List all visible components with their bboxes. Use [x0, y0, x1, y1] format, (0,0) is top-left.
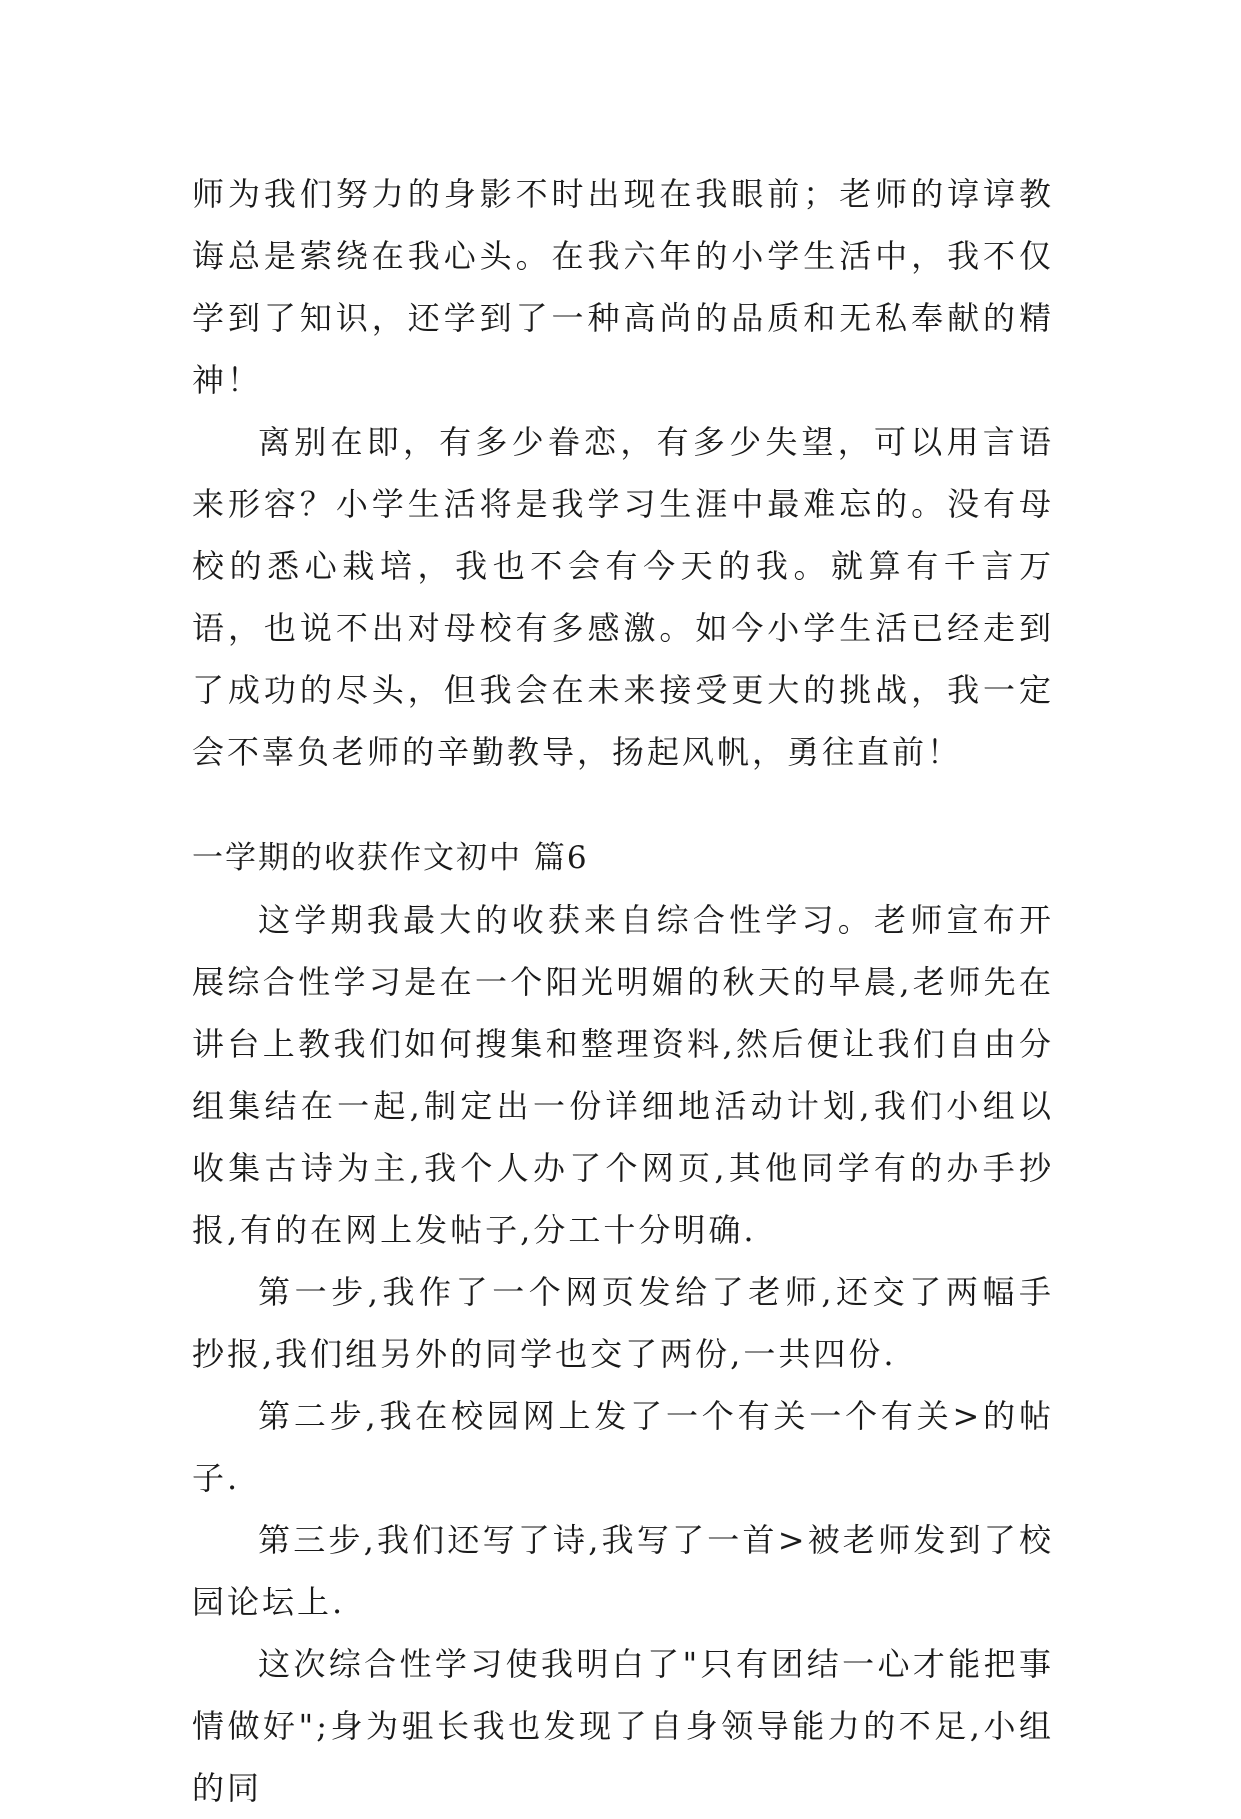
paragraph-farewell: 离别在即，有多少眷恋，有多少失望，可以用言语来形容？小学生活将是我学习生涯中最难忘的。没有母校的悉心栽培，我也不会有今天的我。就算有千言万语，也说不出对母校有多感激。如今小学生活已经走到了成功的尽头，但我会在未来接受更大的挑战，我一定会不辜负老师的辛勤教导，扬起风帆，勇往直前！	[192, 423, 1054, 771]
paragraph-step-two: 第二步,我在校园网上发了一个有关一个有关>的帖子.	[192, 1397, 1054, 1497]
paragraph-reflection: 这次综合性学习使我明白了"只有团结一心才能把事情做好";身为驵长我也发现了自身领导能力的不足,小组的同	[192, 1645, 1054, 1807]
document-page	[192, 163, 1054, 1819]
paragraph-intro: 这学期我最大的收获来自综合性学习。老师宣布开展综合性学习是在一个阳光明媚的秋天的早晨,老师先在讲台上教我们如何搜集和整理资料,然后便让我们自由分组集结在一起,制定出一份详细地活动计划,我们小组以收集古诗为主,我个人办了个网页,其他同学有的办手抄报,有的在网上发帖子,分工十分明确.	[192, 901, 1054, 1249]
paragraph-step-one: 第一步,我作了一个网页发给了老师,还交了两幅手抄报,我们组另外的同学也交了两份,一共四份.	[192, 1273, 1054, 1373]
paragraph-continuation: 师为我们努力的身影不时出现在我眼前；老师的谆谆教诲总是萦绕在我心头。在我六年的小学生活中，我不仅学到了知识，还学到了一种高尚的品质和无私奉献的精神！	[192, 175, 1054, 399]
paragraph-step-three: 第三步,我们还写了诗,我写了一首>被老师发到了校园论坛上.	[192, 1521, 1054, 1621]
section-title: 一学期的收获作文初中 篇6	[192, 840, 589, 876]
